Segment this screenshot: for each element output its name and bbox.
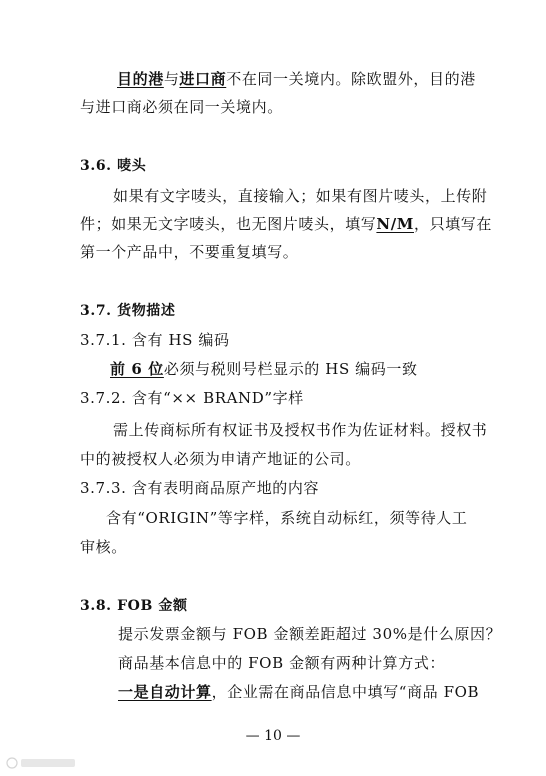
paragraph-line [118, 683, 479, 701]
text-run: 必须与税则号栏显示的 HS 编码一致 [163, 360, 418, 378]
paragraph-line: 中的被授权人必须为申请产地证的公司。 [80, 450, 361, 468]
watermark-logo-icon [6, 756, 78, 770]
paragraph-line: 与进口商必须在同一关境内。 [80, 98, 283, 116]
subsection-heading: 3.7.2. 含有“×× BRAND”字样 [80, 389, 304, 407]
page-number: — 10 — [245, 728, 301, 744]
paragraph-line [117, 70, 476, 88]
text-run: 与 [163, 70, 180, 88]
paragraph-line [110, 360, 418, 378]
text-run: 件；如果无文字唛头，也无图片唛头，填写 [80, 215, 377, 233]
paragraph-line: 含有“ORIGIN”等字样，系统自动标红，须等待人工 [106, 509, 468, 527]
subsection-heading: 3.7.1. 含有 HS 编码 [80, 331, 230, 349]
text-run: ，企业需在商品信息中填写“商品 FOB [211, 683, 480, 701]
underlined-term: 进口商 [179, 70, 227, 88]
subsection-heading: 3.7.3. 含有表明商品原产地的内容 [80, 479, 320, 497]
underlined-term: 目的港 [117, 70, 164, 88]
text-run: 不在同一关境内。除欧盟外，目的港 [226, 70, 476, 88]
paragraph-line: 商品基本信息中的 FOB 金额有两种计算方式： [118, 654, 446, 672]
section-heading: 3.6. 唛头 [80, 158, 147, 174]
paragraph-line: 第一个产品中，不要重复填写。 [80, 243, 299, 261]
underlined-term: N/M [376, 215, 414, 233]
underlined-term: 一是自动计算 [118, 683, 212, 701]
text-run: ，只填写在 [414, 215, 493, 233]
paragraph-line: 提示发票金额与 FOB 金额差距超过 30%是什么原因？ [118, 625, 502, 643]
section-heading: 3.8. FOB 金额 [80, 598, 188, 614]
underlined-term: 前 6 位 [110, 360, 164, 378]
paragraph-line [80, 215, 492, 233]
paragraph-line: 如果有文字唛头，直接输入；如果有图片唛头，上传附 [113, 187, 488, 205]
paragraph-line: 审核。 [80, 538, 127, 556]
paragraph-line: 需上传商标所有权证书及授权书作为佐证材料。授权书 [113, 421, 488, 439]
section-heading: 3.7. 货物描述 [80, 303, 176, 319]
